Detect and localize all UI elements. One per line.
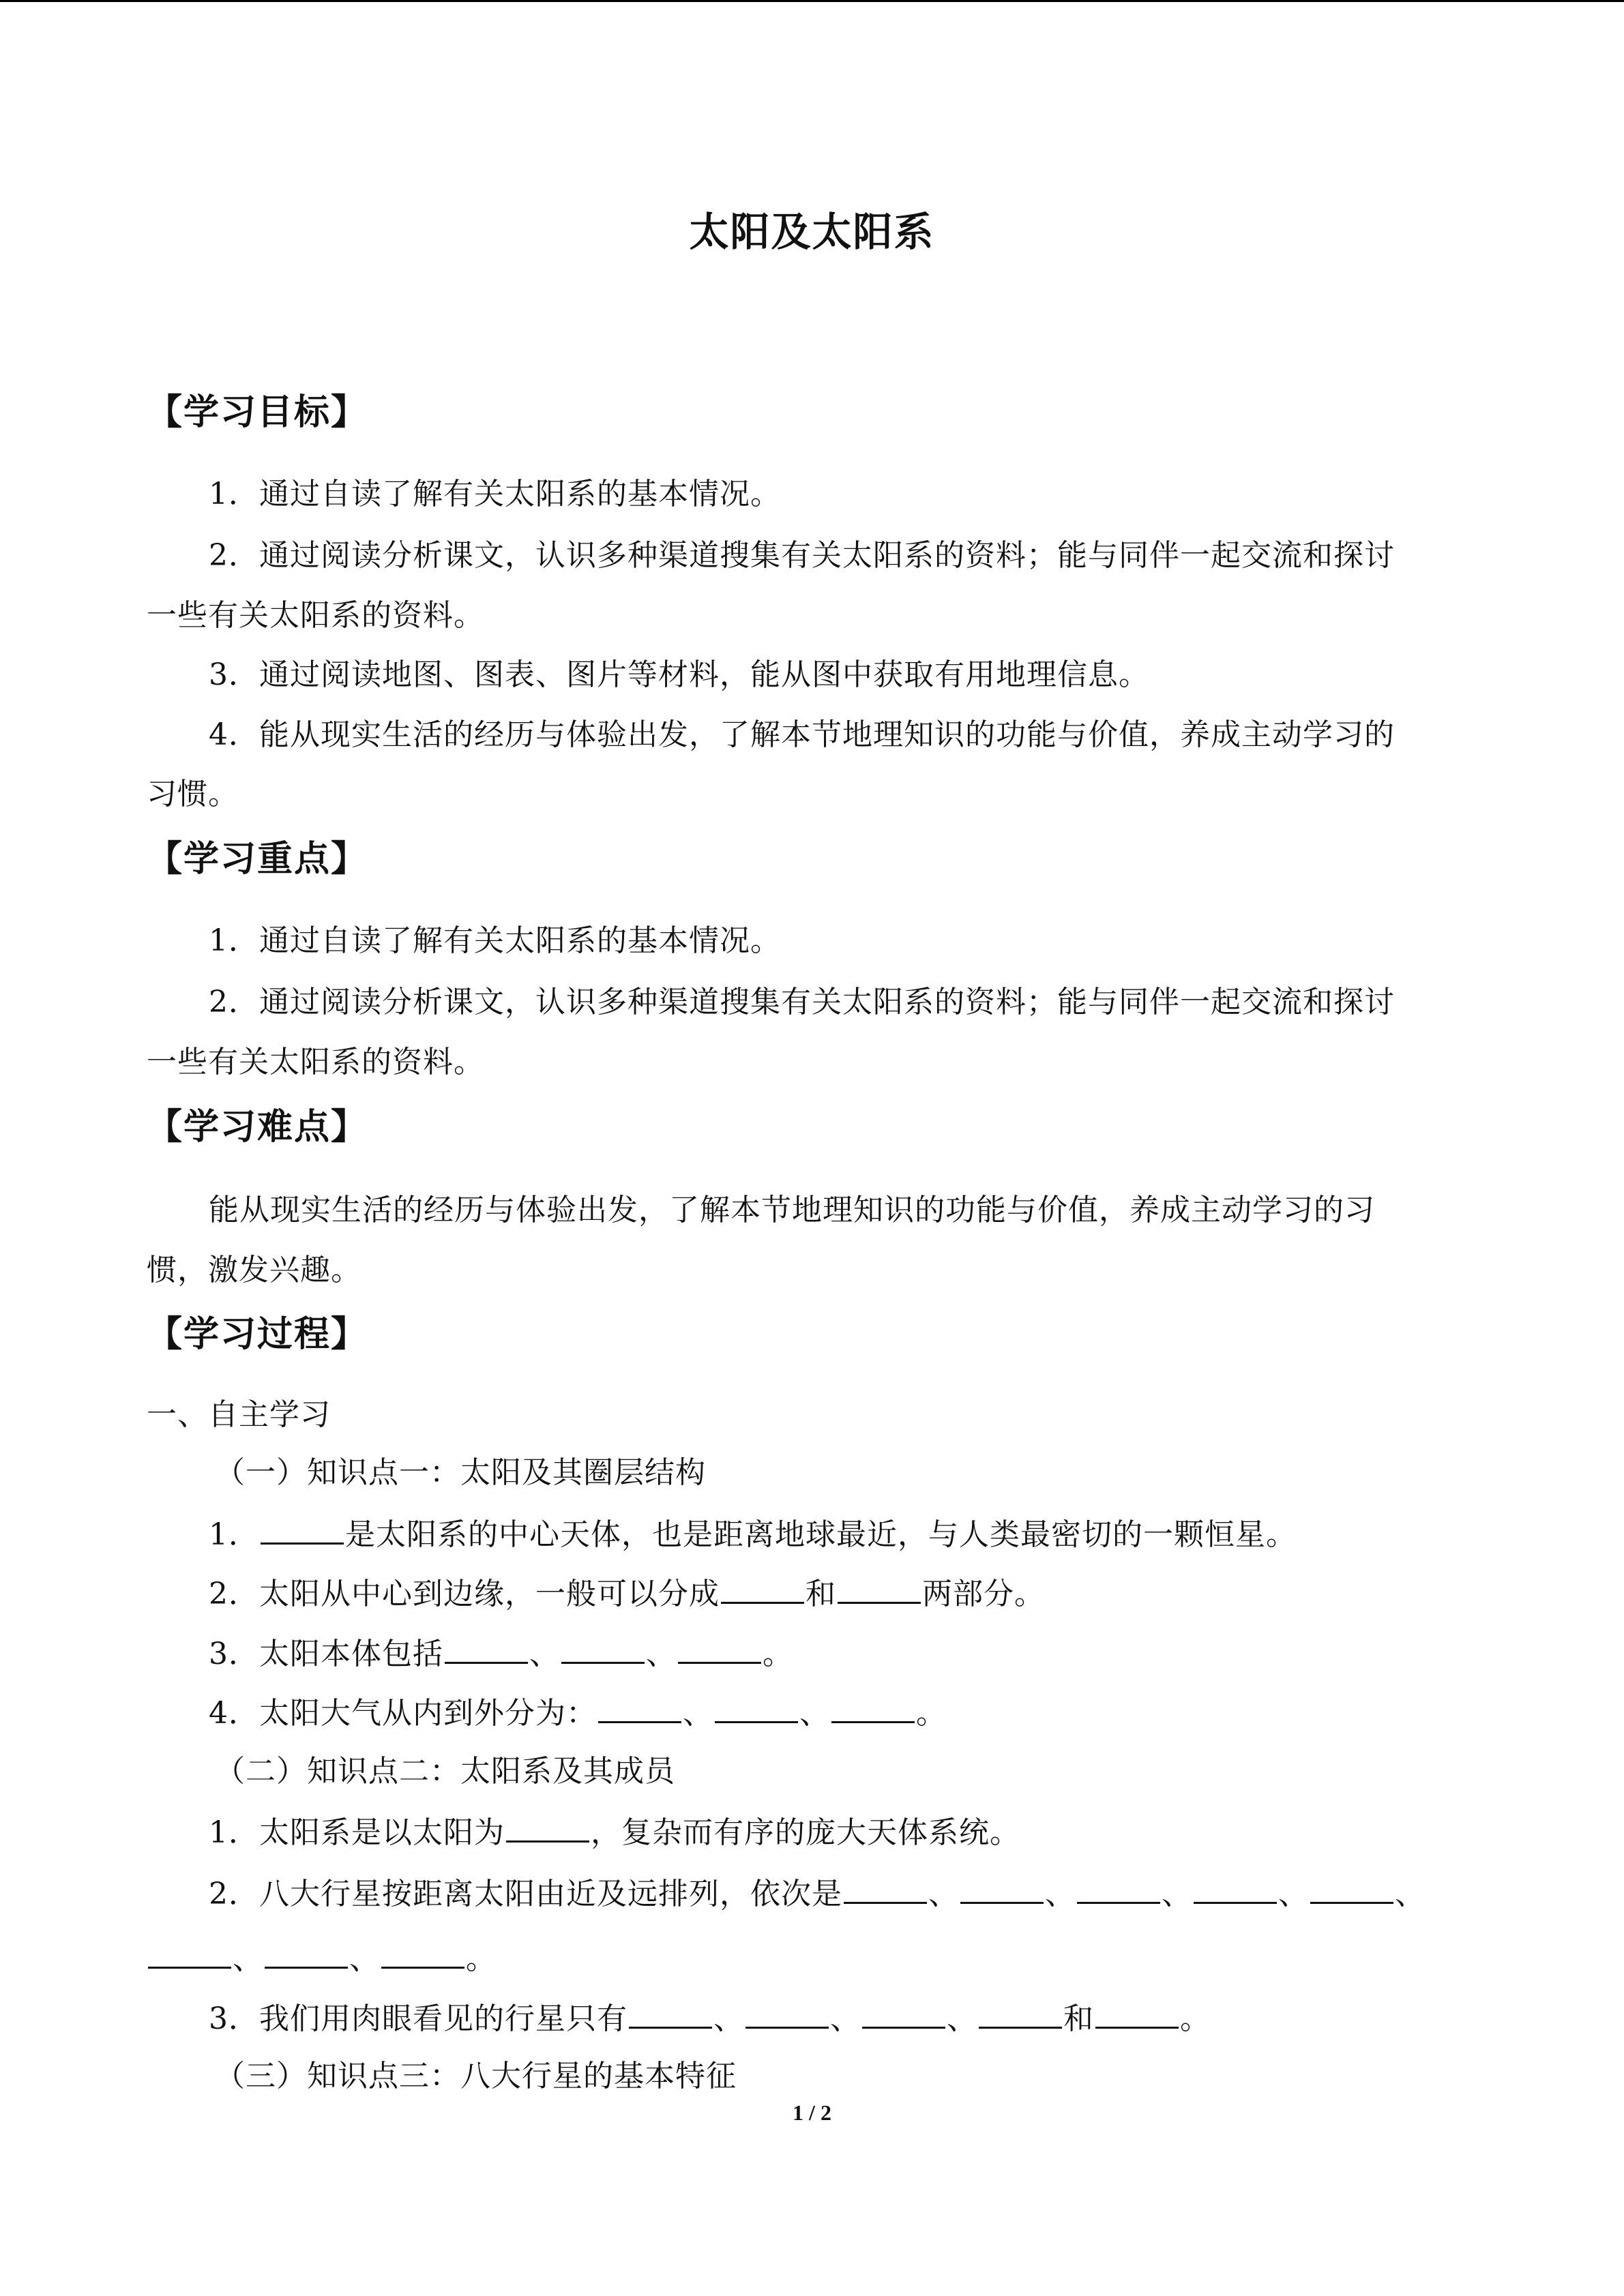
period: 。 bbox=[1180, 2001, 1211, 2036]
answer-blank[interactable] bbox=[261, 1512, 344, 1545]
question-text: 两部分。 bbox=[922, 1577, 1045, 1611]
period: 。 bbox=[916, 1696, 947, 1731]
topic-1-question-1 bbox=[209, 1512, 1297, 1555]
answer-blank[interactable] bbox=[1077, 1872, 1160, 1904]
topic-2-question-1 bbox=[209, 1810, 1020, 1853]
answer-blank[interactable] bbox=[1310, 1872, 1393, 1904]
section-heading-difficulties: 【学习难点】 bbox=[147, 1107, 368, 1148]
objective-item-4-line-1: 4．能从现实生活的经历与体验出发，了解本节地理知识的功能与价值，养成主动学习的 bbox=[209, 717, 1395, 752]
section-heading-key-points: 【学习重点】 bbox=[147, 839, 368, 880]
answer-blank[interactable] bbox=[745, 1997, 829, 2029]
answer-blank[interactable] bbox=[715, 1691, 798, 1723]
question-text: 3．太阳本体包括 bbox=[209, 1637, 443, 1671]
part-1-label: 一、自主学习 bbox=[147, 1397, 331, 1432]
section-heading-process: 【学习过程】 bbox=[147, 1314, 368, 1355]
answer-blank[interactable] bbox=[721, 1572, 804, 1604]
separator: 、 bbox=[349, 1941, 380, 1976]
answer-blank[interactable] bbox=[960, 1872, 1044, 1904]
answer-blank[interactable] bbox=[1194, 1872, 1277, 1904]
question-text: 1．太阳系是以太阳为 bbox=[209, 1815, 505, 1850]
difficulty-line-1: 能从现实生活的经历与体验出发，了解本节地理知识的功能与价值，养成主动学习的习 bbox=[209, 1193, 1375, 1227]
conjunction: 和 bbox=[1063, 2001, 1094, 2036]
separator: 、 bbox=[1395, 1877, 1426, 1911]
difficulty-line-2: 惯，激发兴趣。 bbox=[147, 1253, 361, 1287]
topic-1-question-2 bbox=[209, 1572, 1045, 1615]
separator: 、 bbox=[683, 1696, 713, 1731]
period: 。 bbox=[466, 1941, 497, 1976]
answer-blank[interactable] bbox=[831, 1691, 915, 1723]
answer-blank[interactable] bbox=[629, 1997, 712, 2029]
separator: 、 bbox=[947, 2001, 977, 2036]
objective-item-4-line-2: 习惯。 bbox=[147, 777, 239, 811]
separator: 、 bbox=[529, 1637, 560, 1671]
document-title: 太阳及太阳系 bbox=[689, 209, 935, 255]
answer-blank[interactable] bbox=[678, 1632, 761, 1664]
topic-2-label: （二）知识点二：太阳系及其成员 bbox=[215, 1754, 675, 1789]
topic-2-question-2-line-1 bbox=[209, 1872, 1426, 1915]
period: 。 bbox=[763, 1637, 793, 1671]
objective-item-3: 3．通过阅读地图、图表、图片等材料，能从图中获取有用地理信息。 bbox=[209, 657, 1149, 692]
objective-item-2-line-1: 2．通过阅读分析课文，认识多种渠道搜集有关太阳系的资料；能与同伴一起交流和探讨 bbox=[209, 538, 1395, 573]
answer-blank[interactable] bbox=[1095, 1997, 1179, 2029]
answer-blank[interactable] bbox=[506, 1810, 589, 1843]
question-text: 是太阳系的中心天体，也是距离地球最近，与人类最密切的一颗恒星。 bbox=[345, 1517, 1297, 1552]
question-text: 3．我们用肉眼看见的行星只有 bbox=[209, 2001, 628, 2036]
topic-3-label: （三）知识点三：八大行星的基本特征 bbox=[215, 2059, 737, 2093]
topic-1-label: （一）知识点一：太阳及其圈层结构 bbox=[215, 1455, 706, 1490]
objective-item-1: 1．通过自读了解有关太阳系的基本情况。 bbox=[209, 477, 781, 511]
separator: 、 bbox=[646, 1637, 677, 1671]
question-text: 2．太阳从中心到边缘，一般可以分成 bbox=[209, 1577, 720, 1611]
separator: 、 bbox=[1045, 1877, 1076, 1911]
separator: 、 bbox=[1162, 1877, 1192, 1911]
separator: 、 bbox=[830, 2001, 861, 2036]
separator: 、 bbox=[713, 2001, 744, 2036]
topic-1-question-4 bbox=[209, 1691, 947, 1734]
key-point-item-2-line-2: 一些有关太阳系的资料。 bbox=[147, 1045, 484, 1079]
separator: 、 bbox=[233, 1941, 263, 1976]
answer-blank[interactable] bbox=[561, 1632, 645, 1664]
answer-blank[interactable] bbox=[265, 1937, 348, 1969]
answer-blank[interactable] bbox=[844, 1872, 927, 1904]
question-text: 2．八大行星按距离太阳由近及远排列，依次是 bbox=[209, 1877, 842, 1911]
key-point-item-1: 1．通过自读了解有关太阳系的基本情况。 bbox=[209, 923, 781, 958]
question-number: 1． bbox=[209, 1517, 259, 1552]
topic-1-question-3 bbox=[209, 1632, 793, 1675]
separator: 、 bbox=[928, 1877, 959, 1911]
answer-blank[interactable] bbox=[381, 1937, 464, 1969]
topic-2-question-2-line-2 bbox=[147, 1937, 497, 1980]
section-heading-objectives: 【学习目标】 bbox=[147, 392, 368, 433]
answer-blank[interactable] bbox=[148, 1937, 231, 1969]
key-point-item-2-line-1: 2．通过阅读分析课文，认识多种渠道搜集有关太阳系的资料；能与同伴一起交流和探讨 bbox=[209, 985, 1395, 1019]
answer-blank[interactable] bbox=[979, 1997, 1062, 2029]
separator: 、 bbox=[799, 1696, 830, 1731]
page-number: 1 / 2 bbox=[793, 2100, 831, 2125]
answer-blank[interactable] bbox=[598, 1691, 681, 1723]
question-text: ，复杂而有序的庞大天体系统。 bbox=[591, 1815, 1020, 1850]
question-text: 4．太阳大气从内到外分为： bbox=[209, 1696, 597, 1731]
answer-blank[interactable] bbox=[445, 1632, 528, 1664]
answer-blank[interactable] bbox=[862, 1997, 945, 2029]
separator: 、 bbox=[1278, 1877, 1309, 1911]
topic-2-question-3 bbox=[209, 1997, 1211, 2040]
answer-blank[interactable] bbox=[838, 1572, 921, 1604]
objective-item-2-line-2: 一些有关太阳系的资料。 bbox=[147, 598, 484, 633]
conjunction: 和 bbox=[806, 1577, 836, 1611]
